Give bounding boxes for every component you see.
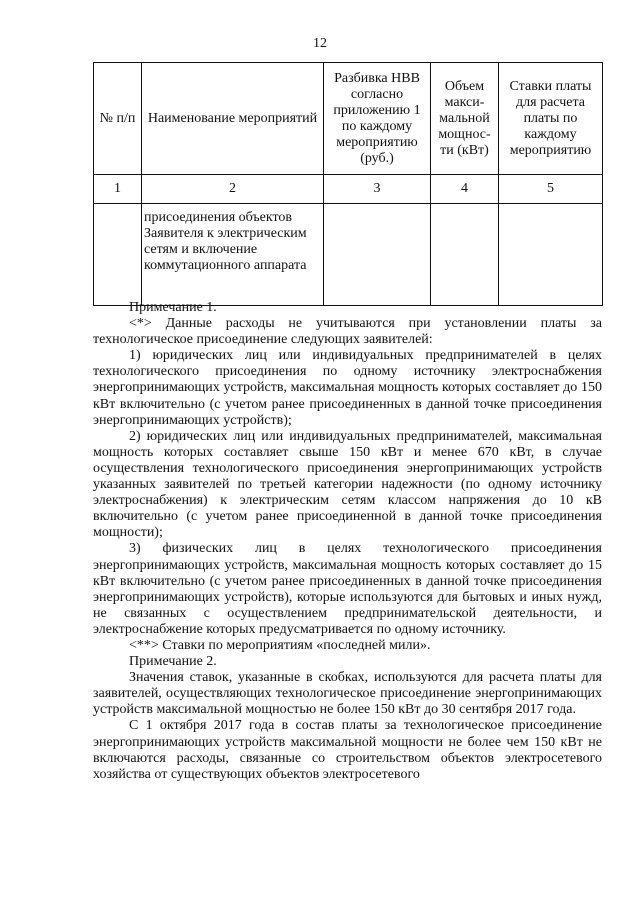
table-row: [94, 204, 603, 306]
header-number: № п/п: [94, 63, 142, 175]
page-number: 12: [313, 36, 327, 51]
note-2-title: Примечание 2.: [129, 654, 217, 670]
note-1-last-mile: <**> Ставки по мероприятиям «последней мили».: [129, 637, 431, 653]
tariff-table: [93, 62, 603, 306]
note-1-item-3: 3) физических лиц в целях технологического присоединения энергопринимающих устройств, максимальная мощность которых составляет до 15 кВт включительно (с учетом ранее присоединенных в данной точке присоединения энергопринимающих устройств), которые используются для бытовых и иных нужд, не связанных с осуществлением предпринимательской деятельности, и электроснабжение которых предусматривается по одному источнику.: [93, 541, 602, 637]
table-cell: [94, 204, 142, 306]
table-cell: [499, 204, 603, 306]
column-number: 2: [142, 175, 324, 204]
table-header-row: [94, 63, 603, 175]
header-event-name: Наименование мероприятий: [142, 63, 324, 175]
table-column-numbers-row: [94, 175, 603, 204]
column-number: 5: [499, 175, 603, 204]
header-rates: Ставки платы для расчета платы по каждому мероприятию: [499, 63, 603, 175]
table-cell: [324, 204, 431, 306]
note-2-paragraph-1: Значения ставок, указанные в скобках, используются для расчета платы для заявителей, осуществляющих технологическое присоединение энергопринимающих устройств максимальной мощностью не более 150 кВт до 30 сентября 2017 года.: [93, 670, 602, 718]
header-max-power: Объем макси-мальной мощнос-ти (кВт): [431, 63, 499, 175]
column-number: 4: [431, 175, 499, 204]
note-2-paragraph-2: С 1 октября 2017 года в состав платы за технологическое присоединение энергопринимающих устройств максимальной мощности не более чем 150 кВт не включаются расходы, связанные со строительством объектов электросетевого хозяйства от существующих объектов электросетевого: [93, 718, 602, 782]
header-nvv-breakdown: Разбивка НВВ согласно приложению 1 по каждому мероприятию (руб.): [324, 63, 431, 175]
column-number: 3: [324, 175, 431, 204]
notes-section: [93, 300, 602, 783]
table-cell-event-name: присоединения объектов Заявителя к электрическим сетям и включение коммутационного аппарата: [142, 204, 324, 306]
note-1-item-1: 1) юридических лиц или индивидуальных предпринимателей в целях технологического присоединения по одному источнику электроснабжения энергопринимающих устройств, максимальная мощность которых составляет до 150 кВт включительно (с учетом ранее присоединенных в данной точке присоединения энергопринимающих устройств);: [93, 348, 602, 428]
column-number: 1: [94, 175, 142, 204]
note-1-item-2: 2) юридических лиц или индивидуальных предпринимателей, максимальная мощность которых составляет свыше 150 кВт и менее 670 кВт, в случае осуществления технологического присоединения энергопринимающих устройств указанных заявителей по третьей категории надежности (по одному источнику электроснабжения) к электрическим сетям классом напряжения до 10 кВ включительно (с учетом ранее присоединенной в данной точке присоединения мощности);: [93, 428, 602, 541]
note-1-title: Примечание 1.: [129, 300, 217, 315]
note-1-intro: <*> Данные расходы не учитываются при установлении платы за технологическое присоединение следующих заявителей:: [93, 316, 602, 348]
table-cell: [431, 204, 499, 306]
